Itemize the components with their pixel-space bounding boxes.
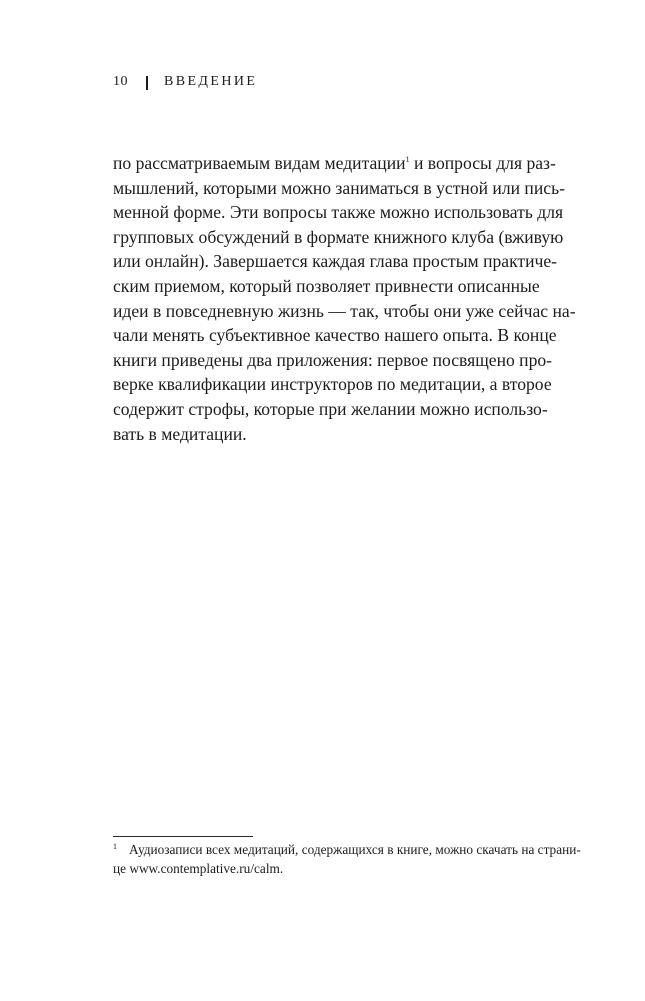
section-title: ВВЕДЕНИЕ xyxy=(164,74,258,89)
running-header xyxy=(113,74,257,90)
page-number: 10 xyxy=(113,74,128,89)
body-line-4: групповых обсуждений в формате книжного клуба (вживую xyxy=(113,226,564,247)
footnote-reference: 1 xyxy=(405,155,410,164)
footnote-line-1: $^1$ Аудиозаписи всех медитаций, содержащихся в книге, можно скачать на страни- xyxy=(113,842,581,857)
body-line-10: верке квалификации инструкторов по медитации, а второе xyxy=(113,374,552,395)
body-line-3: менной форме. Эти вопросы также можно использовать для xyxy=(113,202,564,223)
footnote-mark: 1 xyxy=(113,842,117,851)
body-line-7: идеи в повседневную жизнь — так, чтобы они уже сейчас на- xyxy=(113,300,576,321)
footnote-divider xyxy=(113,836,253,837)
body-line-9: книги приведены два приложения: первое посвящено про- xyxy=(113,349,553,370)
body-paragraph xyxy=(113,151,576,446)
header-separator xyxy=(146,76,148,90)
body-line-8: чали менять субъективное качество нашего опыта. В конце xyxy=(113,325,557,346)
body-line-5: или онлайн). Завершается каждая глава простым практиче- xyxy=(113,251,558,272)
body-line-1: по рассматриваемым видам медитации$^1$ и вопросы для раз- xyxy=(113,153,556,173)
body-line-2: мышлений, которыми можно заниматься в устной или пись- xyxy=(113,177,565,198)
body-line-12: вать в медитации. xyxy=(113,423,247,444)
body-line-6: ским приемом, который позволяет привнести описанные xyxy=(113,275,540,296)
footnote xyxy=(113,841,581,879)
body-line-11: содержит строфы, которые при желании можно использо- xyxy=(113,398,548,419)
footnote-line-2: це www.contemplative.ru/calm. xyxy=(113,860,284,876)
